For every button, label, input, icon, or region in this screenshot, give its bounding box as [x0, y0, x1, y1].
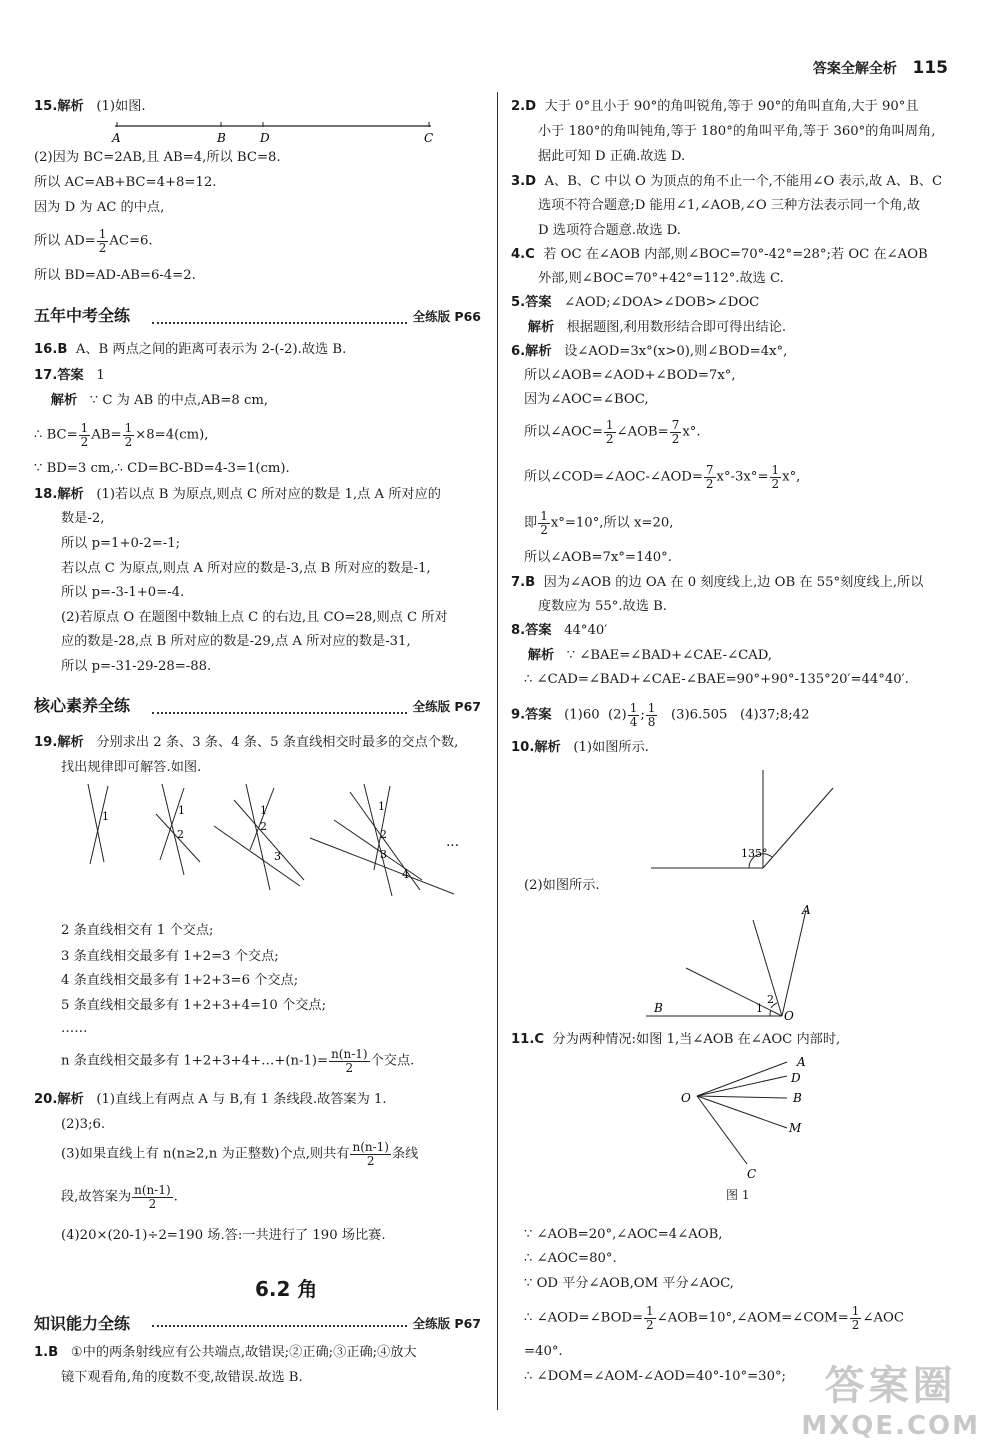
q8-analysis: 解析 ∵ ∠BAE=∠BAD+∠CAE-∠CAD,	[527, 648, 773, 663]
q10-angle-figure-1	[651, 766, 851, 874]
svg-text:C: C	[747, 1167, 757, 1181]
q15-line1	[34, 100, 146, 113]
q19-line2: 找出规律即可解答.如图.	[61, 760, 202, 775]
header-title: 答案全解全析	[812, 61, 897, 77]
label-C: C	[424, 131, 434, 145]
q20-line3: (3)如果直线上有 n(n≥2,n 为正整数)个点,则共有 $\frac{n(n-1)}{2}$ 条线	[61, 1140, 419, 1168]
q11-step6: ∴ ∠DOM=∠AOM-∠AOD=40°-10°=30°;	[524, 1369, 786, 1384]
q7-line2: 度数应为 55°.故选 B.	[538, 599, 667, 614]
right-column	[511, 0, 971, 1455]
dotted-leader	[152, 712, 407, 714]
q8-line2: ∴ ∠CAD=∠BAD+∠CAE-∠BAE=90°+90°-135°20′=44°40′.	[524, 672, 909, 687]
q18-line8: 所以 p=-31-29-28=-88.	[61, 659, 212, 674]
svg-text:2: 2	[767, 993, 774, 1006]
label-A: A	[112, 131, 121, 145]
q18-line5: 所以 p=-3-1+0=-4.	[61, 585, 185, 600]
q5-answer: 5.答案 ∠AOD;∠DOA>∠DOB>∠DOC	[511, 295, 760, 310]
q16: 16.B A、B 两点之间的距离可表示为 2-(-2).故选 B.	[34, 342, 347, 357]
svg-text:M: M	[789, 1121, 802, 1135]
section-header-2	[34, 698, 481, 722]
svg-text:2: 2	[380, 828, 387, 841]
q6-line7: 所以∠AOB=7x°=140°.	[524, 550, 672, 565]
q15-number: 15.解析	[34, 99, 84, 114]
page-number: 115	[912, 58, 948, 78]
svg-text:B: B	[793, 1091, 802, 1105]
svg-text:A: A	[802, 903, 811, 917]
section-header-1	[34, 308, 481, 332]
section-title: 核心素养全练	[34, 696, 131, 715]
q10-line2: (2)如图所示.	[524, 878, 600, 893]
q19-result6: n 条直线相交最多有 1+2+3+4+…+(n-1)= $\frac{n(n-1)}{2}$ 个交点.	[61, 1047, 415, 1075]
angle-label: 135°	[741, 847, 768, 860]
section-title: 五年中考全练	[34, 306, 131, 325]
q11-step5: =40°.	[524, 1344, 563, 1359]
q17-analysis: 解析 ∵ C 为 AB 的中点,AB=8 cm,	[50, 393, 269, 408]
q15-text: (1)如图.	[96, 99, 146, 114]
q7-line1: 7.B 因为∠AOB 的边 OA 在 0 刻度线上,边 OB 在 55°刻度线上,所以	[511, 575, 924, 590]
q3-line2: 选项不符合题意;D 能用∠1,∠AOB,∠O 三种方法表示同一个角,故	[538, 198, 921, 213]
q18-line3: 所以 p=1+0-2=-1;	[61, 536, 181, 551]
section-ref: 全练版 P66	[412, 309, 481, 324]
q1-line1: 1.B ①中的两条射线应有公共端点,故错误;②正确;③正确;④放大	[34, 1345, 417, 1360]
q8-answer: 8.答案 44°40′	[511, 623, 608, 638]
svg-text:A: A	[797, 1055, 806, 1069]
watermark: 答案圈 MXQE.COM	[801, 1363, 980, 1441]
q2-line2: 小于 180°的角叫钝角,等于 180°的角叫平角,等于 360°的角叫周角,	[538, 124, 936, 139]
q17-answer: 17.答案 1	[34, 368, 105, 383]
q11-step3: ∵ OD 平分∠AOB,OM 平分∠AOC,	[524, 1276, 734, 1291]
q19-line1: 19.解析 分别求出 2 条、3 条、4 条、5 条直线相交时最多的交点个数,	[34, 735, 459, 750]
q15-line3: 所以 AC=AB+BC=4+8=12.	[34, 175, 217, 190]
q11-step2: ∴ ∠AOC=80°.	[524, 1251, 617, 1266]
svg-text:2: 2	[177, 828, 184, 841]
svg-text:4: 4	[402, 868, 409, 881]
q2-line3: 据此可知 D 正确.故选 D.	[538, 149, 686, 164]
svg-text:1: 1	[378, 800, 385, 813]
dotted-leader	[152, 1325, 407, 1327]
svg-text:1: 1	[102, 810, 109, 823]
dotted-leader	[152, 322, 407, 324]
q1-line2: 镜下观看角,角的度数不变,故错误.故选 B.	[61, 1370, 303, 1385]
svg-text:…: …	[446, 835, 459, 850]
q6-line4: 所以∠AOC= $\frac{1}{2}$ ∠AOB= $\frac{7}{2}$ x°.	[524, 418, 701, 446]
q20-line4: 段,故答案为 $\frac{n(n-1)}{2}$ .	[61, 1183, 178, 1211]
q15-line4: 因为 D 为 AC 的中点,	[34, 200, 165, 215]
q3-line1: 3.D A、B、C 中以 O 为顶点的角不止一个,不能用∠O 表示,故 A、B、C	[511, 174, 943, 189]
chapter-heading: 6.2 角	[255, 1277, 318, 1301]
q2-line1: 2.D 大于 0°且小于 90°的角叫锐角,等于 90°的角叫直角,大于 90°且	[511, 99, 919, 114]
figure-caption: 图 1	[726, 1188, 750, 1202]
q20-line5: (4)20×(20-1)÷2=190 场.答:一共进行了 190 场比赛.	[61, 1228, 386, 1243]
q4-line2: 外部,则∠BOC=70°+42°=112°.故选 C.	[538, 271, 784, 286]
q6-line1: 6.解析 设∠AOD=3x°(x>0),则∠BOD=4x°,	[511, 344, 788, 359]
svg-text:1: 1	[178, 804, 185, 817]
label-D: D	[260, 131, 270, 145]
q15-line6: 所以 BD=AD-AB=6-4=2.	[34, 268, 196, 283]
q11-line1: 11.C 分为两种情况:如图 1,当∠AOB 在∠AOC 内部时,	[511, 1032, 841, 1047]
q19-result4: 5 条直线相交最多有 1+2+3+4=10 个交点;	[61, 998, 327, 1013]
left-column	[34, 0, 484, 1455]
q17-line3: ∵ BD=3 cm,∴ CD=BC-BD=4-3=1(cm).	[34, 461, 290, 476]
q11-step1: ∵ ∠AOB=20°,∠AOC=4∠AOB,	[524, 1227, 723, 1242]
q15-segment-figure	[109, 120, 439, 148]
svg-text:O: O	[784, 1009, 794, 1020]
q9-answer: 9.答案 (1)60 (2) $\frac{1}{4}$ ; $\frac{1}{8}$ (3)6.505 (4)37;8;42	[511, 701, 810, 729]
q3-line3: D 选项符合题意.故选 D.	[538, 223, 681, 238]
label-B: B	[217, 131, 226, 145]
section-header-3	[34, 1311, 481, 1335]
q19-result3: 4 条直线相交最多有 1+2+3=6 个交点;	[61, 973, 299, 988]
svg-text:1: 1	[260, 804, 267, 817]
svg-text:3: 3	[274, 850, 281, 863]
q18-line4: 若以点 C 为原点,则点 A 所对应的数是-3,点 B 所对应的数是-1,	[61, 561, 431, 576]
section-title: 知识能力全练	[34, 1314, 131, 1333]
q20-line2: (2)3;6.	[61, 1117, 106, 1132]
column-divider	[497, 92, 498, 1410]
q18-line2: 数是-2,	[61, 511, 105, 526]
q18-line7: 应的数是-28,点 B 所对应的数是-29,点 A 所对应的数是-31,	[61, 634, 411, 649]
q18-line6: (2)若原点 O 在题图中数轴上点 C 的右边,且 CO=28,则点 C 所对	[61, 610, 448, 625]
q20-line1: 20.解析 (1)直线上有两点 A 与 B,有 1 条线段.故答案为 1.	[34, 1092, 387, 1107]
section-ref: 全练版 P67	[412, 1316, 481, 1331]
q17-line2: ∴ BC= $\frac{1}{2}$ AB= $\frac{1}{2}$ ×8=4(cm),	[34, 421, 209, 449]
q10-angle-figure-2	[646, 900, 826, 1020]
section-ref: 全练版 P67	[412, 699, 481, 714]
q18-line1: 18.解析 (1)若以点 B 为原点,则点 C 所对应的数是 1,点 A 所对应的	[34, 487, 441, 502]
svg-text:B: B	[654, 1001, 663, 1015]
q6-line5: 所以∠COD=∠AOC-∠AOD= $\frac{7}{2}$ x°-3x°= $\frac{1}{2}$ x°,	[524, 463, 801, 491]
q11-step4: ∴ ∠AOD=∠BOD= $\frac{1}{2}$ ∠AOB=10°,∠AOM=∠COM= $\frac{1}{2}$ ∠AOC	[524, 1304, 904, 1332]
q15-line2: (2)因为 BC=2AB,且 AB=4,所以 BC=8.	[34, 150, 281, 165]
q15-line5: 所以 AD= $\frac{1}{2}$ AC=6.	[34, 227, 153, 255]
q10-line1: 10.解析 (1)如图所示.	[511, 740, 649, 755]
q19-result1: 2 条直线相交有 1 个交点;	[61, 923, 214, 938]
q6-line2: 所以∠AOB=∠AOD+∠BOD=7x°,	[524, 368, 736, 383]
q19-result2: 3 条直线相交最多有 1+2=3 个交点;	[61, 949, 279, 964]
svg-text:D: D	[791, 1071, 801, 1085]
q5-analysis: 解析 根据题图,利用数形结合即可得出结论.	[527, 320, 787, 335]
svg-text:1: 1	[756, 1002, 763, 1015]
q11-figure-1	[671, 1052, 831, 1192]
fraction: $\frac{1}{2}$	[98, 227, 107, 255]
q6-line6: 即 $\frac{1}{2}$ x°=10°,所以 x=20,	[524, 509, 674, 537]
q19-result5: ……	[61, 1021, 88, 1036]
q4-line1: 4.C 若 OC 在∠AOB 内部,则∠BOC=70°-42°=28°;若 OC 在∠AOB	[511, 247, 928, 262]
svg-text:3: 3	[380, 848, 387, 861]
svg-text:2: 2	[260, 820, 267, 833]
q6-line3: 因为∠AOC=∠BOC,	[524, 392, 649, 407]
q19-intersecting-lines-figure	[74, 780, 494, 900]
svg-text:O: O	[681, 1091, 691, 1105]
